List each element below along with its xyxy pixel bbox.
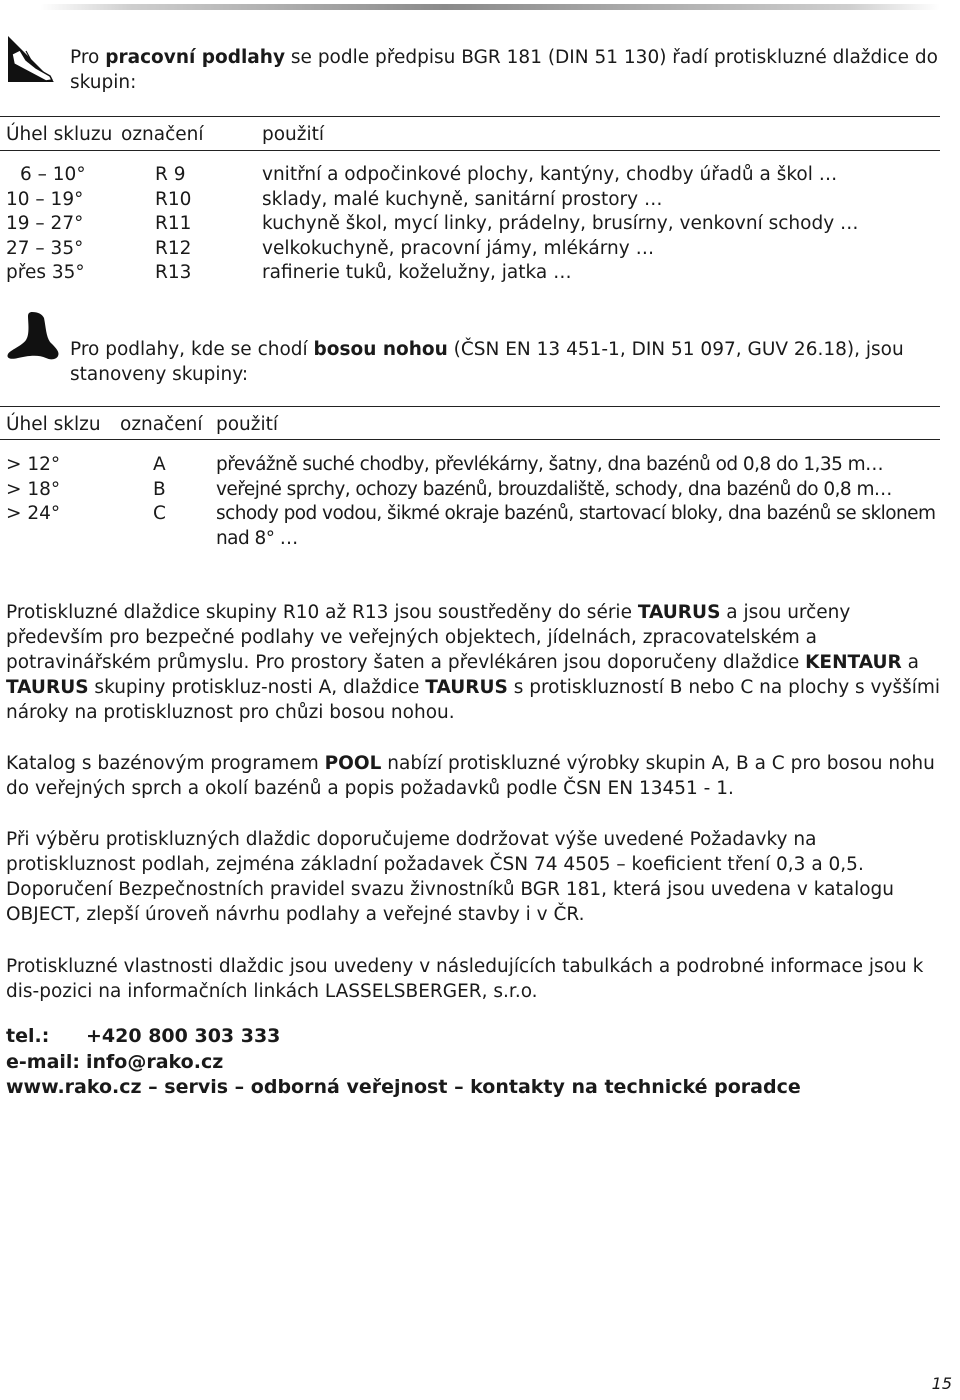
table1-header-mark: označení <box>121 124 204 145</box>
product-taurus: TAURUS <box>425 677 508 698</box>
angle-cell: 27 – 35° <box>6 238 84 259</box>
page-number: 15 <box>931 1374 952 1393</box>
contact-email-row <box>6 1050 801 1076</box>
angle-cell: 6 – 10° <box>20 164 86 185</box>
use-cell: schody pod vodou, šikmé okraje bazénů, startovací bloky, dna bazénů se sklonem <box>216 503 936 524</box>
web-link[interactable]: www.rako.cz – servis – odborná veřejnost – kontakty na technické poradce <box>6 1076 801 1098</box>
mark-cell: R10 <box>155 189 192 210</box>
section2-intro: Pro podlahy, kde se chodí bosou nohou (ČSN EN 13 451-1, DIN 51 097, GUV 26.18), jsou stanoveny skupiny: <box>70 339 904 385</box>
angle-cell: 10 – 19° <box>6 189 84 210</box>
paragraph-taurus: Protiskluzné dlaždice skupiny R10 až R13 jsou soustředěny do série TAURUS a jsou určeny především pro bezpečné podlahy ve veřejných objektech, jídelnách, zpracovatelském a potravinářském průmyslu. Pro prostory šaten a převlékáren jsou doporučeny dlaždice KENTAUR a TAURUS skupiny protiskluz-nosti A, dlaždice TAURUS s protiskluzností B nebo C na plochy s vyššími nároky na protiskluznost pro chůzi bosou nohou. <box>6 602 941 723</box>
use-cell: kuchyně škol, mycí linky, prádelny, brusírny, venkovní schody … <box>262 213 859 234</box>
angle-cell: > 12° <box>6 454 61 475</box>
use-cell: velkokuchyně, pracovní jámy, mlékárny … <box>262 238 655 259</box>
use-cell: sklady, malé kuchyně, sanitární prostory … <box>262 189 663 210</box>
email-link[interactable]: info@rako.cz <box>86 1050 224 1073</box>
mark-cell: A <box>153 454 166 475</box>
contact-web-row <box>6 1075 801 1101</box>
table-row <box>0 452 950 477</box>
table1-header-angle: Úhel skluzu <box>6 124 113 145</box>
mark-cell: B <box>153 479 166 500</box>
section1-intro-bold: pracovní podlahy <box>105 47 286 68</box>
table1-top-rule <box>0 116 940 117</box>
table2-header-angle: Úhel sklzu <box>6 414 101 435</box>
use-cell: převážně suché chodby, převlékárny, šatny, dna bazénů od 0,8 do 1,35 m… <box>216 454 884 475</box>
use-cell: rafinerie tuků, koželužny, jatka … <box>262 262 572 283</box>
mark-cell: R11 <box>155 213 192 234</box>
use-cell: nad 8° … <box>216 528 298 549</box>
table-row <box>0 162 950 187</box>
table2-header-rule <box>0 439 940 440</box>
tel-link[interactable]: +420 800 303 333 <box>86 1025 281 1047</box>
contact-phone-row <box>6 1024 801 1050</box>
table-row <box>0 187 950 212</box>
requirements-line: Při výběru protiskluzných dlaždic doporučujeme dodržovat výše uvedené Požadavky na protiskluznost podlah, zejména základní požadavek ČSN 74 4505 – koeficient tření 0,3 a 0,5. <box>6 829 864 875</box>
table-row <box>0 236 950 261</box>
table-row <box>0 477 950 502</box>
tel-label: tel.: <box>6 1025 50 1047</box>
product-taurus: TAURUS <box>637 602 721 623</box>
paragraph-info: Protiskluzné vlastnosti dlaždic jsou uvedeny v následujících tabulkách a podrobné informace jsou k dis-pozici na informačních linkách LASSELSBERGER, s.r.o. <box>6 956 924 1002</box>
section2-intro-bold: bosou nohou <box>313 339 448 360</box>
mark-cell: R 9 <box>155 164 186 185</box>
mark-cell: R12 <box>155 238 192 259</box>
product-taurus: TAURUS <box>6 677 89 698</box>
table-row <box>0 211 950 236</box>
table-row <box>0 501 950 526</box>
shoe-icon <box>6 34 58 84</box>
mark-cell: C <box>153 503 166 524</box>
use-cell: vnitřní a odpočinkové plochy, kantýny, chodby úřadů a škol … <box>262 164 838 185</box>
use-cell: veřejné sprchy, ochozy bazénů, brouzdaliště, schody, dna bazénů do 0,8 m… <box>216 479 892 500</box>
table-row-continuation <box>0 526 950 551</box>
product-pool: POOL <box>324 753 382 774</box>
table-row <box>0 260 950 285</box>
bare-foot-icon <box>4 310 62 364</box>
product-kentaur: KENTAUR <box>805 652 902 673</box>
table2-header-use: použití <box>216 414 279 435</box>
mark-cell: R13 <box>155 262 192 283</box>
table1-header-rule <box>0 150 940 151</box>
angle-cell: > 18° <box>6 479 61 500</box>
angle-cell: 19 – 27° <box>6 213 84 234</box>
angle-cell: > 24° <box>6 503 61 524</box>
email-label: e-mail: <box>6 1050 81 1073</box>
paragraph-requirements <box>6 827 944 927</box>
table1-header-use: použití <box>262 124 325 145</box>
recommendation-line: Doporučení Bezpečnostních pravidel svazu živnostníků BGR 181, která jsou uvedena v katalogu OBJECT, zlepší úroveň návrhu podlahy a veřejné stavby i v ČR. <box>6 879 894 925</box>
contact-block <box>6 1024 801 1101</box>
paragraph-pool: Katalog s bazénovým programem POOL nabízí protiskluzné výrobky skupin A, B a C pro bosou nohu do veřejných sprch a okolí bazénů a popis požadavků podle ČSN EN 13451 - 1. <box>6 753 935 799</box>
table2-top-rule <box>0 406 940 407</box>
top-decorative-bar <box>40 4 940 10</box>
angle-cell: přes 35° <box>6 262 85 283</box>
table2-header-mark: označení <box>120 414 203 435</box>
section1-intro: Pro pracovní podlahy se podle předpisu BGR 181 (DIN 51 130) řadí protiskluzné dlaždice do skupin: <box>70 47 938 93</box>
